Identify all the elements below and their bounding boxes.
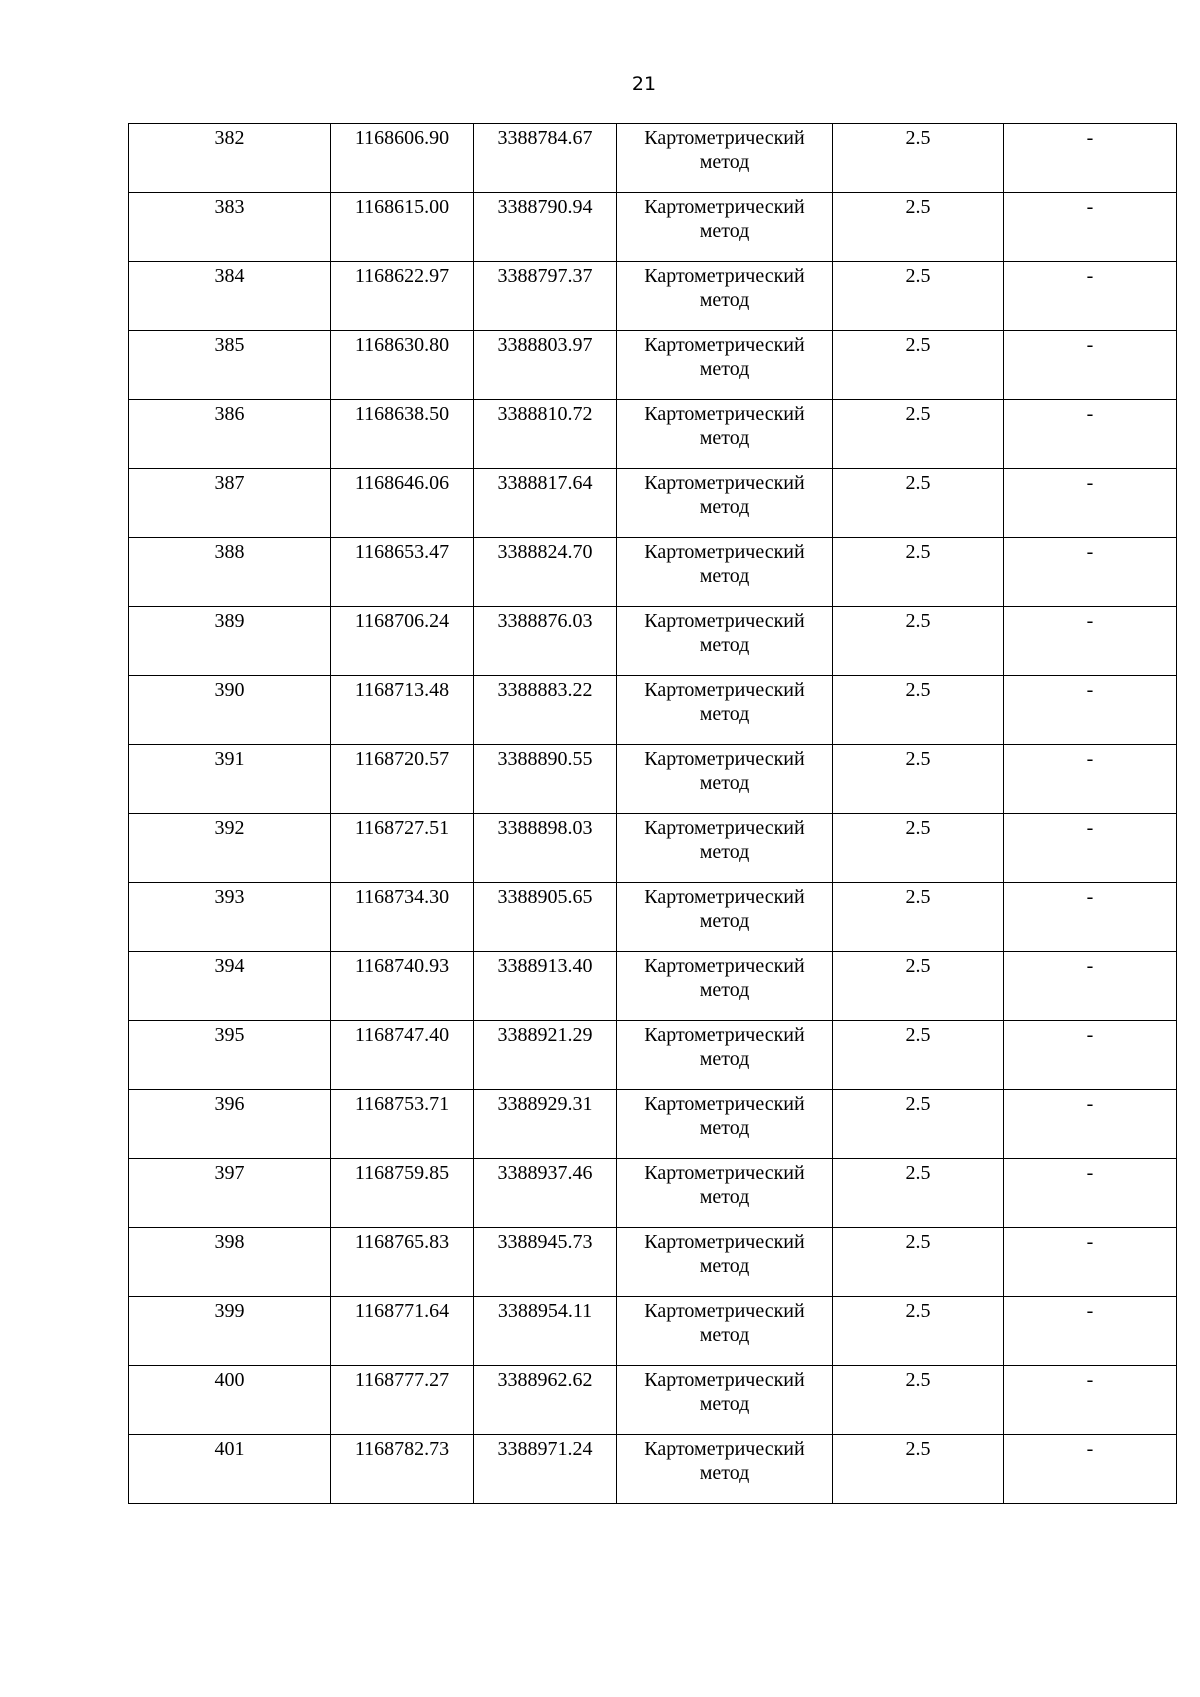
extra-cell-text: - [1086,472,1094,494]
y-coordinate-cell-text: 3388810.72 [497,403,593,425]
y-coordinate-cell [474,400,617,469]
precision-cell-text: 2.5 [905,1024,931,1046]
table-row [129,124,1177,193]
method-cell-text: Картометрический метод [644,1024,805,1070]
table-row [129,469,1177,538]
method-cell [617,469,833,538]
precision-cell [833,469,1004,538]
x-coordinate-cell [331,262,474,331]
y-coordinate-cell-text: 3388921.29 [497,1024,593,1046]
extra-cell [1004,469,1177,538]
extra-cell [1004,1366,1177,1435]
x-coordinate-cell-text: 1168782.73 [354,1438,450,1460]
extra-cell-text: - [1086,265,1094,287]
x-coordinate-cell-text: 1168771.64 [354,1300,450,1322]
precision-cell-text: 2.5 [905,1438,931,1460]
precision-cell-text: 2.5 [905,1162,931,1184]
point-number-cell-text: 388 [214,541,245,563]
point-number-cell [129,1159,331,1228]
page-number: 21 [631,73,657,95]
extra-cell [1004,1090,1177,1159]
extra-cell-text: - [1086,679,1094,701]
y-coordinate-cell-text: 3388797.37 [497,265,593,287]
table-row [129,1297,1177,1366]
y-coordinate-cell-text: 3388929.31 [497,1093,593,1115]
x-coordinate-cell [331,193,474,262]
precision-cell [833,952,1004,1021]
method-cell-text: Картометрический метод [644,541,805,587]
method-cell [617,814,833,883]
y-coordinate-cell [474,1366,617,1435]
point-number-cell-text: 390 [214,679,245,701]
extra-cell [1004,193,1177,262]
method-cell [617,262,833,331]
x-coordinate-cell-text: 1168653.47 [354,541,450,563]
precision-cell [833,1159,1004,1228]
method-cell [617,1297,833,1366]
y-coordinate-cell-text: 3388898.03 [497,817,593,839]
method-cell-text: Картометрический метод [644,955,805,1001]
x-coordinate-cell [331,331,474,400]
x-coordinate-cell-text: 1168713.48 [354,679,450,701]
precision-cell [833,1435,1004,1504]
x-coordinate-cell-text: 1168759.85 [354,1162,450,1184]
x-coordinate-cell [331,1435,474,1504]
method-cell [617,1021,833,1090]
precision-cell-text: 2.5 [905,403,931,425]
y-coordinate-cell [474,883,617,952]
point-number-cell-text: 399 [214,1300,245,1322]
method-cell [617,400,833,469]
method-cell-text: Картометрический метод [644,334,805,380]
extra-cell [1004,883,1177,952]
x-coordinate-cell [331,607,474,676]
point-number-cell [129,262,331,331]
precision-cell [833,1366,1004,1435]
precision-cell [833,607,1004,676]
table-row [129,952,1177,1021]
point-number-cell [129,1228,331,1297]
x-coordinate-cell [331,952,474,1021]
table-row [129,814,1177,883]
table-row [129,1228,1177,1297]
point-number-cell-text: 389 [214,610,245,632]
method-cell-text: Картометрический метод [644,1093,805,1139]
extra-cell-text: - [1086,886,1094,908]
point-number-cell [129,607,331,676]
x-coordinate-cell [331,814,474,883]
precision-cell [833,1297,1004,1366]
precision-cell [833,814,1004,883]
extra-cell-text: - [1086,334,1094,356]
precision-cell [833,400,1004,469]
method-cell [617,1228,833,1297]
point-number-cell-text: 382 [214,127,245,149]
x-coordinate-cell-text: 1168734.30 [354,886,450,908]
x-coordinate-cell-text: 1168740.93 [354,955,450,977]
x-coordinate-cell-text: 1168615.00 [354,196,450,218]
precision-cell [833,538,1004,607]
point-number-cell-text: 386 [214,403,245,425]
extra-cell-text: - [1086,1231,1094,1253]
x-coordinate-cell [331,745,474,814]
point-number-cell-text: 398 [214,1231,245,1253]
extra-cell [1004,262,1177,331]
x-coordinate-cell-text: 1168720.57 [354,748,450,770]
extra-cell [1004,745,1177,814]
y-coordinate-cell [474,1159,617,1228]
method-cell-text: Картометрический метод [644,265,805,311]
y-coordinate-cell [474,745,617,814]
extra-cell [1004,1021,1177,1090]
point-number-cell [129,1435,331,1504]
x-coordinate-cell [331,883,474,952]
x-coordinate-cell [331,1021,474,1090]
y-coordinate-cell [474,193,617,262]
table-row [129,1159,1177,1228]
x-coordinate-cell-text: 1168622.97 [354,265,450,287]
x-coordinate-cell-text: 1168646.06 [354,472,450,494]
point-number-cell-text: 391 [214,748,245,770]
method-cell [617,952,833,1021]
precision-cell-text: 2.5 [905,817,931,839]
extra-cell-text: - [1086,1024,1094,1046]
extra-cell [1004,1297,1177,1366]
point-number-cell-text: 384 [214,265,245,287]
y-coordinate-cell [474,262,617,331]
coordinates-table [128,123,1177,1504]
table-row [129,1435,1177,1504]
extra-cell-text: - [1086,1093,1094,1115]
extra-cell [1004,1159,1177,1228]
method-cell-text: Картометрический метод [644,1438,805,1484]
x-coordinate-cell [331,1090,474,1159]
point-number-cell-text: 392 [214,817,245,839]
method-cell-text: Картометрический метод [644,1369,805,1415]
point-number-cell [129,1366,331,1435]
precision-cell [833,745,1004,814]
method-cell [617,538,833,607]
method-cell [617,745,833,814]
y-coordinate-cell [474,331,617,400]
x-coordinate-cell [331,1159,474,1228]
method-cell-text: Картометрический метод [644,610,805,656]
point-number-cell [129,745,331,814]
x-coordinate-cell [331,124,474,193]
y-coordinate-cell [474,952,617,1021]
y-coordinate-cell [474,124,617,193]
point-number-cell-text: 396 [214,1093,245,1115]
extra-cell-text: - [1086,817,1094,839]
precision-cell-text: 2.5 [905,1300,931,1322]
point-number-cell [129,676,331,745]
point-number-cell [129,538,331,607]
table-row [129,883,1177,952]
method-cell [617,607,833,676]
precision-cell [833,124,1004,193]
point-number-cell-text: 383 [214,196,245,218]
y-coordinate-cell-text: 3388883.22 [497,679,593,701]
precision-cell-text: 2.5 [905,610,931,632]
y-coordinate-cell [474,469,617,538]
x-coordinate-cell [331,676,474,745]
method-cell-text: Картометрический метод [644,1162,805,1208]
y-coordinate-cell-text: 3388790.94 [497,196,593,218]
x-coordinate-cell-text: 1168777.27 [354,1369,450,1391]
table-row [129,1366,1177,1435]
y-coordinate-cell-text: 3388817.64 [497,472,593,494]
point-number-cell [129,1021,331,1090]
extra-cell-text: - [1086,541,1094,563]
extra-cell-text: - [1086,127,1094,149]
precision-cell-text: 2.5 [905,955,931,977]
extra-cell [1004,952,1177,1021]
extra-cell-text: - [1086,955,1094,977]
x-coordinate-cell-text: 1168606.90 [354,127,450,149]
precision-cell-text: 2.5 [905,886,931,908]
x-coordinate-cell-text: 1168765.83 [354,1231,450,1253]
precision-cell [833,1228,1004,1297]
precision-cell [833,883,1004,952]
extra-cell-text: - [1086,1369,1094,1391]
y-coordinate-cell-text: 3388824.70 [497,541,593,563]
method-cell-text: Картометрический метод [644,1231,805,1277]
precision-cell-text: 2.5 [905,127,931,149]
method-cell-text: Картометрический метод [644,403,805,449]
x-coordinate-cell-text: 1168747.40 [354,1024,450,1046]
table-row [129,193,1177,262]
precision-cell-text: 2.5 [905,748,931,770]
x-coordinate-cell [331,538,474,607]
precision-cell [833,1090,1004,1159]
method-cell [617,1435,833,1504]
method-cell-text: Картометрический метод [644,196,805,242]
extra-cell-text: - [1086,748,1094,770]
x-coordinate-cell [331,400,474,469]
y-coordinate-cell-text: 3388876.03 [497,610,593,632]
x-coordinate-cell [331,1366,474,1435]
method-cell-text: Картометрический метод [644,886,805,932]
extra-cell-text: - [1086,610,1094,632]
point-number-cell [129,124,331,193]
point-number-cell-text: 387 [214,472,245,494]
table-row [129,262,1177,331]
precision-cell [833,331,1004,400]
precision-cell-text: 2.5 [905,679,931,701]
point-number-cell-text: 397 [214,1162,245,1184]
method-cell-text: Картометрический метод [644,679,805,725]
extra-cell [1004,814,1177,883]
precision-cell-text: 2.5 [905,1231,931,1253]
y-coordinate-cell-text: 3388890.55 [497,748,593,770]
extra-cell-text: - [1086,1438,1094,1460]
extra-cell-text: - [1086,1300,1094,1322]
y-coordinate-cell-text: 3388913.40 [497,955,593,977]
method-cell-text: Картометрический метод [644,472,805,518]
method-cell [617,1090,833,1159]
table-row [129,538,1177,607]
method-cell [617,193,833,262]
point-number-cell-text: 400 [214,1369,245,1391]
point-number-cell-text: 401 [214,1438,245,1460]
point-number-cell [129,1297,331,1366]
y-coordinate-cell [474,1021,617,1090]
y-coordinate-cell-text: 3388784.67 [497,127,593,149]
method-cell [617,883,833,952]
point-number-cell-text: 394 [214,955,245,977]
coordinates-table-body [129,124,1177,1504]
x-coordinate-cell-text: 1168706.24 [354,610,450,632]
extra-cell [1004,607,1177,676]
method-cell-text: Картометрический метод [644,127,805,173]
table-row [129,1021,1177,1090]
x-coordinate-cell [331,469,474,538]
point-number-cell [129,883,331,952]
extra-cell [1004,538,1177,607]
y-coordinate-cell [474,676,617,745]
point-number-cell [129,814,331,883]
extra-cell [1004,1228,1177,1297]
extra-cell [1004,676,1177,745]
point-number-cell [129,400,331,469]
precision-cell-text: 2.5 [905,265,931,287]
table-row [129,400,1177,469]
x-coordinate-cell-text: 1168630.80 [354,334,450,356]
y-coordinate-cell [474,1435,617,1504]
extra-cell-text: - [1086,196,1094,218]
method-cell [617,1159,833,1228]
precision-cell-text: 2.5 [905,1093,931,1115]
method-cell [617,124,833,193]
y-coordinate-cell-text: 3388962.62 [497,1369,593,1391]
extra-cell [1004,331,1177,400]
point-number-cell [129,331,331,400]
point-number-cell [129,193,331,262]
table-row [129,745,1177,814]
y-coordinate-cell [474,1297,617,1366]
method-cell-text: Картометрический метод [644,817,805,863]
precision-cell-text: 2.5 [905,541,931,563]
method-cell [617,331,833,400]
x-coordinate-cell [331,1297,474,1366]
y-coordinate-cell-text: 3388937.46 [497,1162,593,1184]
x-coordinate-cell-text: 1168638.50 [354,403,450,425]
table-row [129,1090,1177,1159]
precision-cell-text: 2.5 [905,196,931,218]
point-number-cell-text: 395 [214,1024,245,1046]
method-cell [617,1366,833,1435]
y-coordinate-cell-text: 3388954.11 [497,1300,593,1322]
table-row [129,331,1177,400]
precision-cell [833,193,1004,262]
point-number-cell [129,469,331,538]
precision-cell [833,262,1004,331]
precision-cell [833,676,1004,745]
extra-cell [1004,124,1177,193]
point-number-cell [129,952,331,1021]
extra-cell [1004,1435,1177,1504]
method-cell-text: Картометрический метод [644,748,805,794]
method-cell [617,676,833,745]
y-coordinate-cell [474,538,617,607]
y-coordinate-cell-text: 3388905.65 [497,886,593,908]
extra-cell-text: - [1086,1162,1094,1184]
y-coordinate-cell [474,1090,617,1159]
precision-cell-text: 2.5 [905,334,931,356]
y-coordinate-cell [474,607,617,676]
point-number-cell-text: 385 [214,334,245,356]
extra-cell [1004,400,1177,469]
point-number-cell-text: 393 [214,886,245,908]
y-coordinate-cell-text: 3388945.73 [497,1231,593,1253]
x-coordinate-cell-text: 1168753.71 [354,1093,450,1115]
table-row [129,607,1177,676]
extra-cell-text: - [1086,403,1094,425]
x-coordinate-cell [331,1228,474,1297]
x-coordinate-cell-text: 1168727.51 [354,817,450,839]
table-row [129,676,1177,745]
y-coordinate-cell-text: 3388971.24 [497,1438,593,1460]
method-cell-text: Картометрический метод [644,1300,805,1346]
y-coordinate-cell-text: 3388803.97 [497,334,593,356]
precision-cell-text: 2.5 [905,1369,931,1391]
precision-cell-text: 2.5 [905,472,931,494]
precision-cell [833,1021,1004,1090]
y-coordinate-cell [474,814,617,883]
y-coordinate-cell [474,1228,617,1297]
point-number-cell [129,1090,331,1159]
